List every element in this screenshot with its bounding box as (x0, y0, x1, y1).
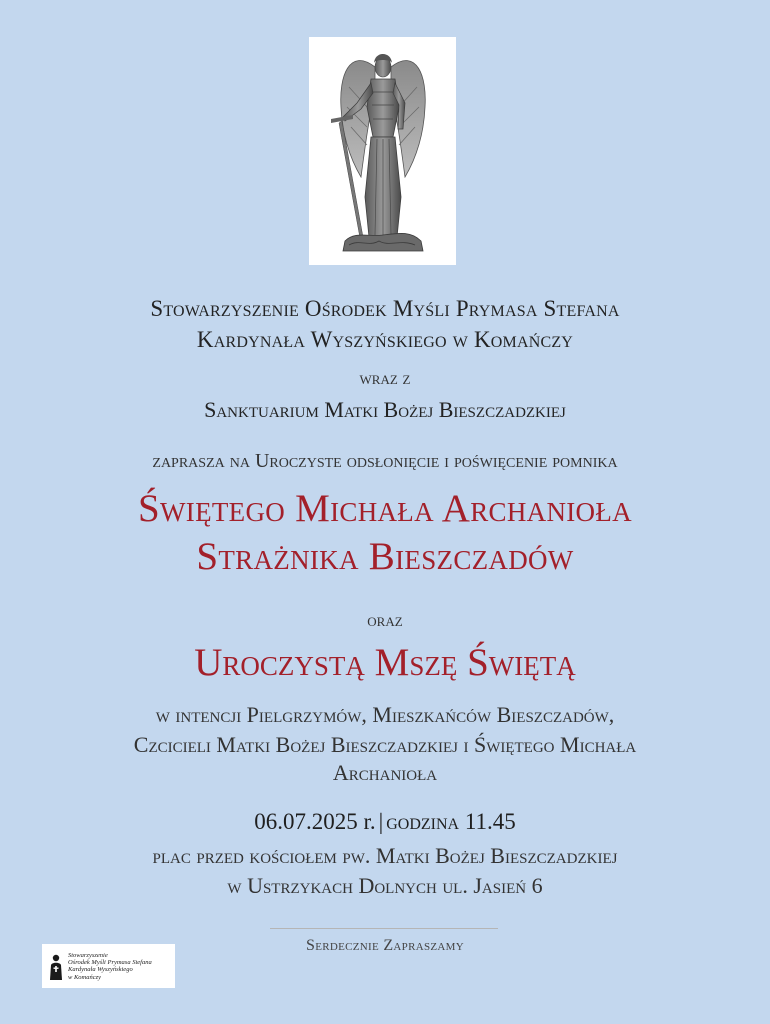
event-place-line-2: w Ustrzykach Dolnych ul. Jasień 6 (227, 873, 543, 898)
closing-greeting: Serdecznie Zapraszamy (306, 937, 464, 954)
and-text: oraz (367, 610, 403, 631)
event-date: 06.07.2025 r. (254, 809, 376, 834)
archangel-statue-image (309, 37, 456, 265)
event-date-time (0, 809, 770, 835)
holy-mass-title: Uroczystą Mszę Świętą (194, 641, 576, 684)
footer-divider (270, 928, 498, 929)
archangel-statue-icon (309, 37, 456, 265)
event-time: godzina 11.45 (386, 809, 516, 834)
logo-caption (68, 952, 172, 981)
organization-name-line-2: Kardynała Wyszyńskiego w Komańczy (196, 327, 574, 352)
intention-line-1: w intencji Pielgrzymów, Mieszkańców Bieszczadów, (155, 702, 615, 727)
logo-caption-line: Stowarzyszenie (68, 952, 108, 959)
organization-name-line-1: Stowarzyszenie Ośrodek Myśli Prymasa Stefana (150, 296, 620, 321)
monument-title-line-1: Świętego Michała Archanioła (138, 487, 632, 530)
logo-caption-line: Ośrodek Myśli Prymasa Stefana (68, 959, 152, 967)
organization-logo (42, 944, 175, 988)
date-time-separator: | (378, 809, 384, 834)
logo-caption-line: w Komańczy (68, 973, 102, 981)
together-with-text: wraz z (359, 368, 411, 389)
intention-line-2: Czcicieli Matki Bożej Bieszczadzkiej i Świętego Michała (133, 732, 637, 757)
event-place-line-1: plac przed kościołem pw. Matki Bożej Bieszczadzkiej (152, 843, 618, 868)
logo-caption-line: Kardynała Wyszyńskiego (68, 966, 133, 974)
primate-figure-icon (47, 952, 65, 981)
invitation-intro: zaprasza na Uroczyste odsłonięcie i poświęcenie pomnika (152, 450, 618, 472)
monument-title-line-2: Strażnika Bieszczadów (196, 535, 574, 578)
sanctuary-name: Sanktuarium Matki Bożej Bieszczadzkiej (204, 397, 566, 422)
intention-line-3: Archanioła (332, 760, 438, 785)
